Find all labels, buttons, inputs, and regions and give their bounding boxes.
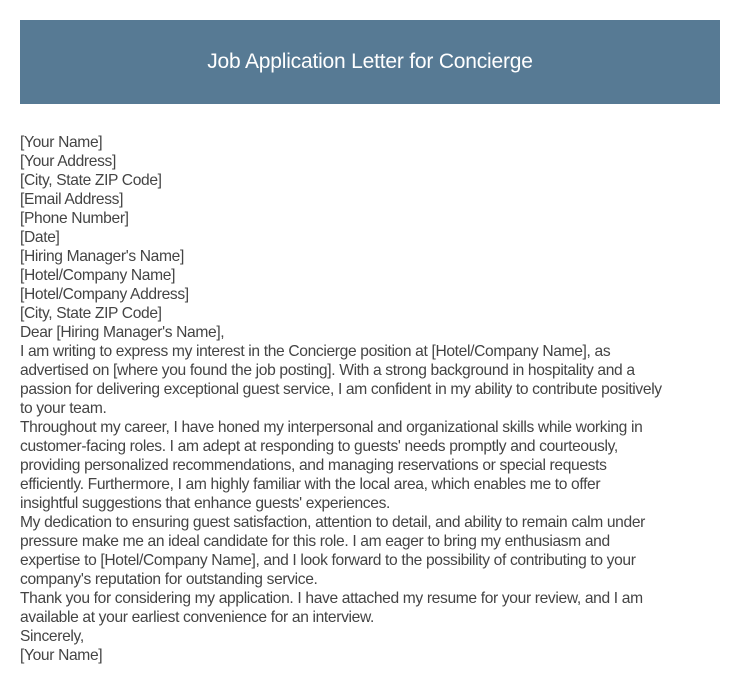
paragraph-line: customer-facing roles. I am adept at responding to guests' needs promptly and courteously, xyxy=(20,438,618,455)
paragraph-intro xyxy=(20,342,732,418)
paragraph-line: My dedication to ensuring guest satisfaction, attention to detail, and ability to remain calm under xyxy=(20,514,645,531)
page-header xyxy=(20,20,720,104)
letter-date: [Date] xyxy=(20,229,60,246)
closing: Sincerely, xyxy=(20,628,84,645)
page-title: Job Application Letter for Concierge xyxy=(207,50,533,73)
paragraph-line: company's reputation for outstanding service. xyxy=(20,571,318,588)
sender-block xyxy=(20,133,732,247)
paragraph-line: providing personalized recommendations, and managing reservations or special requests xyxy=(20,457,607,474)
sender-city-state-zip: [City, State ZIP Code] xyxy=(20,172,162,189)
paragraph-line: Thank you for considering my application. I have attached my resume for your review, and I am xyxy=(20,590,643,607)
paragraph-line: I am writing to express my interest in the Concierge position at [Hotel/Company Name], as xyxy=(20,343,611,360)
paragraph-line: pressure make me an ideal candidate for this role. I am eager to bring my enthusiasm and xyxy=(20,533,610,550)
recipient-city-state-zip: [City, State ZIP Code] xyxy=(20,305,162,322)
sender-email: [Email Address] xyxy=(20,191,124,208)
paragraph-line: available at your earliest convenience for an interview. xyxy=(20,609,374,626)
salutation: Dear [Hiring Manager's Name], xyxy=(20,324,225,341)
sender-name: [Your Name] xyxy=(20,134,103,151)
paragraph-line: to your team. xyxy=(20,400,107,417)
paragraph-dedication xyxy=(20,513,732,589)
paragraph-line: expertise to [Hotel/Company Name], and I look forward to the possibility of contributing to your xyxy=(20,552,636,569)
paragraph-experience xyxy=(20,418,732,513)
recipient-company-address: [Hotel/Company Address] xyxy=(20,286,189,303)
letter-body xyxy=(20,133,732,665)
paragraph-line: efficiently. Furthermore, I am highly familiar with the local area, which enables me to offer xyxy=(20,476,601,493)
sender-address: [Your Address] xyxy=(20,153,116,170)
recipient-block xyxy=(20,247,732,323)
paragraph-line: insightful suggestions that enhance guests' experiences. xyxy=(20,495,391,512)
signature: [Your Name] xyxy=(20,647,103,664)
paragraph-line: passion for delivering exceptional guest service, I am confident in my ability to contribute positively xyxy=(20,381,662,398)
paragraph-line: Throughout my career, I have honed my interpersonal and organizational skills while working in xyxy=(20,419,643,436)
paragraph-line: advertised on [where you found the job posting]. With a strong background in hospitality and a xyxy=(20,362,635,379)
paragraph-thanks xyxy=(20,589,732,627)
recipient-company-name: [Hotel/Company Name] xyxy=(20,267,176,284)
recipient-hiring-manager: [Hiring Manager's Name] xyxy=(20,248,184,265)
sender-phone: [Phone Number] xyxy=(20,210,129,227)
